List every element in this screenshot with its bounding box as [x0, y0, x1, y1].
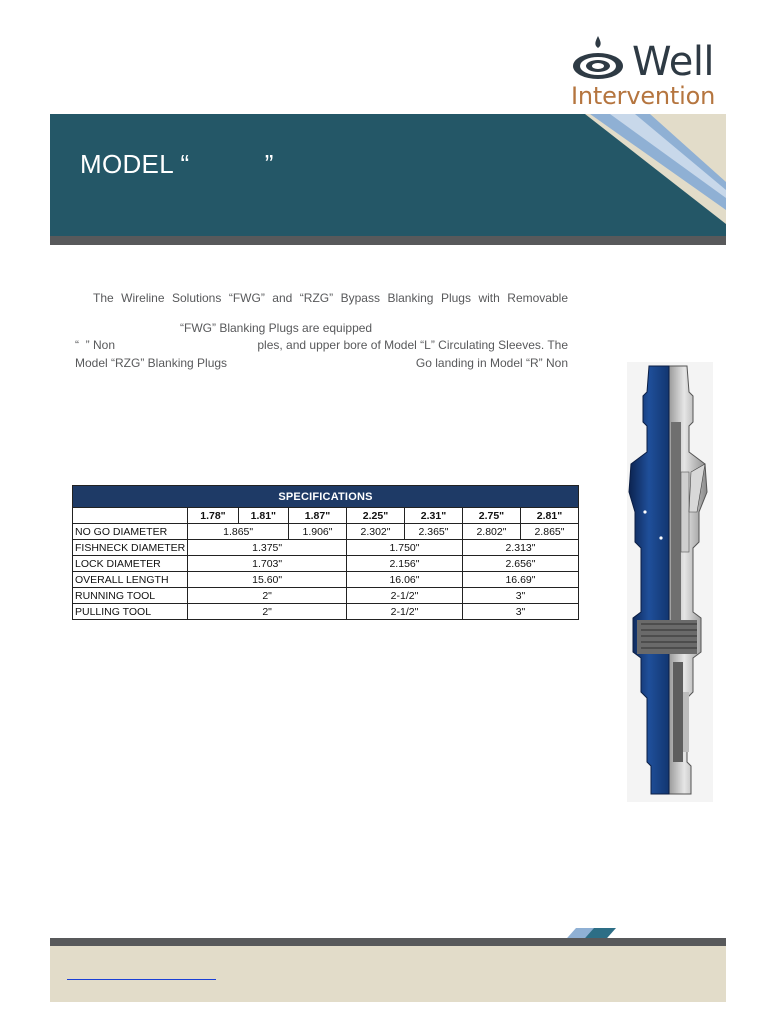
- table-cell: 2.313": [462, 540, 578, 556]
- table-cell: 2.365": [404, 524, 462, 540]
- description-line-2: “FWG” Blanking Plugs are equipped: [180, 320, 373, 335]
- table-cell: 1.703": [188, 556, 347, 572]
- table-cell: 1.750": [347, 540, 463, 556]
- row-label: FISHNECK DIAMETER: [73, 540, 188, 556]
- table-row: [73, 604, 579, 620]
- description-line-1: The Wireline Solutions “FWG” and “RZG” Bypass Blanking Plugs with Removable: [93, 291, 568, 305]
- table-cell: 2.302": [347, 524, 405, 540]
- table-cell: 1.375": [188, 540, 347, 556]
- table-cell: 3": [462, 604, 578, 620]
- logo-text-well: Well: [632, 39, 715, 85]
- footer-link[interactable]: [67, 966, 216, 980]
- description-line-4b: Go landing in Model “R” Non: [415, 355, 568, 370]
- table-row: [73, 524, 579, 540]
- table-row: [73, 588, 579, 604]
- table-row: [73, 540, 579, 556]
- size-header: 2.81": [520, 508, 578, 524]
- size-header: 1.81": [238, 508, 288, 524]
- table-cell: 2.865": [520, 524, 578, 540]
- description-line-4a: Model “RZG” Blanking Plugs: [75, 355, 228, 370]
- table-cell: 2-1/2": [347, 604, 463, 620]
- description-line-3b: ples, and upper bore of Model “L” Circulating Sleeves. The: [257, 338, 568, 352]
- table-cell: 16.69": [462, 572, 578, 588]
- table-row: [73, 572, 579, 588]
- footer-divider: [50, 938, 726, 946]
- table-cell: 1.906": [289, 524, 347, 540]
- description-line-3a: “ ” Non: [75, 338, 116, 352]
- row-label: LOCK DIAMETER: [73, 556, 188, 572]
- table-cell: 2.156": [347, 556, 463, 572]
- size-header: 1.78": [188, 508, 238, 524]
- table-cell: 2.802": [462, 524, 520, 540]
- company-logo: [568, 36, 728, 112]
- table-cell: 16.06": [347, 572, 463, 588]
- table-cell: 2-1/2": [347, 588, 463, 604]
- size-header-blank: [73, 508, 188, 524]
- header-band: [50, 114, 726, 236]
- size-header: 2.25": [347, 508, 405, 524]
- table-cell: 2": [188, 588, 347, 604]
- table-cell: 3": [462, 588, 578, 604]
- size-header: 2.75": [462, 508, 520, 524]
- table-cell: 2.656": [462, 556, 578, 572]
- table-row: [73, 556, 579, 572]
- specifications-title: SPECIFICATIONS: [73, 486, 579, 508]
- size-header: 2.31": [404, 508, 462, 524]
- water-drop-icon: [570, 36, 630, 82]
- logo-text-intervention: Intervention: [571, 82, 716, 110]
- specifications-table: [72, 485, 579, 620]
- description-text: [75, 290, 568, 372]
- table-cell: 1.865": [188, 524, 289, 540]
- page-title: MODEL “ ”: [80, 149, 274, 179]
- size-header: 1.87": [289, 508, 347, 524]
- row-label: PULLING TOOL: [73, 604, 188, 620]
- row-label: NO GO DIAMETER: [73, 524, 188, 540]
- blanking-plug-illustration: [627, 362, 713, 802]
- row-label: OVERALL LENGTH: [73, 572, 188, 588]
- header-divider: [50, 236, 726, 245]
- row-label: RUNNING TOOL: [73, 588, 188, 604]
- table-cell: 2": [188, 604, 347, 620]
- table-cell: 15.60": [188, 572, 347, 588]
